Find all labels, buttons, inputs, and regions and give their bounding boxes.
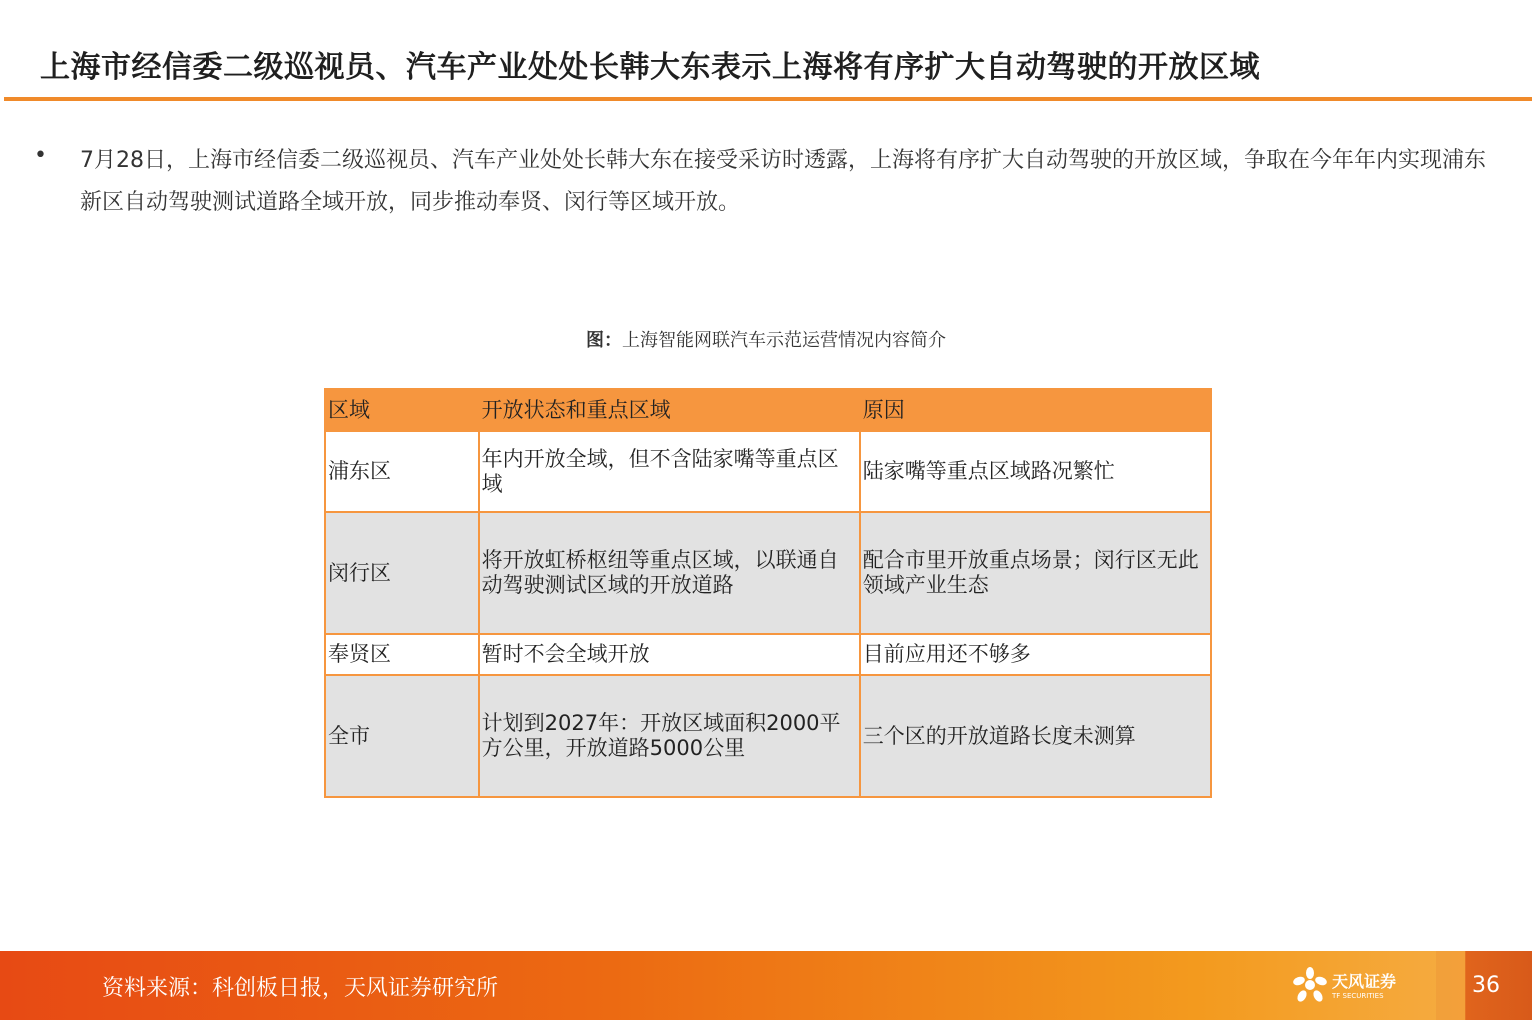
cell-reason: 三个区的开放道路长度未测算 <box>860 675 1211 797</box>
company-logo <box>1290 965 1410 1007</box>
caption-lead: 图： <box>586 330 622 351</box>
cell-status: 计划到2027年：开放区域面积2000平方公里，开放道路5000公里 <box>479 675 860 797</box>
cell-status: 年内开放全域，但不含陆家嘴等重点区域 <box>479 431 860 512</box>
table-row <box>325 512 1211 634</box>
title-divider <box>4 97 1532 101</box>
cell-reason: 配合市里开放重点场景；闵行区无此领域产业生态 <box>860 512 1211 634</box>
bullet-dot: • <box>34 143 47 168</box>
cell-reason: 目前应用还不够多 <box>860 634 1211 675</box>
logo-text-cn: 天风证券 <box>1332 972 1397 991</box>
footer-bar <box>0 951 1532 1020</box>
page-title: 上海市经信委二级巡视员、汽车产业处处长韩大东表示上海将有序扩大自动驾驶的开放区域 <box>40 50 1260 85</box>
footer-source: 资料来源：科创板日报，天风证券研究所 <box>102 976 499 1001</box>
bullet-text: 7月28日，上海市经信委二级巡视员、汽车产业处处长韩大东在接受采访时透露，上海将有序扩大自动驾驶的开放区域，争取在今年年内实现浦东新区自动驾驶测试道路全域开放，同步推动奉贤、闵行等区域开放。 <box>80 148 1486 215</box>
cell-region: 奉贤区 <box>325 634 479 675</box>
region-table <box>324 388 1212 798</box>
table-row <box>325 675 1211 797</box>
cell-region: 闵行区 <box>325 512 479 634</box>
cell-region: 浦东区 <box>325 431 479 512</box>
cell-reason: 陆家嘴等重点区域路况繁忙 <box>860 431 1211 512</box>
bullet-paragraph <box>30 140 1500 224</box>
cell-status: 将开放虹桥枢纽等重点区域，以联通自动驾驶测试区域的开放道路 <box>479 512 860 634</box>
header-reason: 原因 <box>860 389 1211 431</box>
table-header-row <box>325 389 1211 431</box>
caption-text: 上海智能网联汽车示范运营情况内容简介 <box>622 330 946 351</box>
cell-region: 全市 <box>325 675 479 797</box>
header-region: 区域 <box>325 389 479 431</box>
figure-caption <box>0 326 1532 352</box>
table-row <box>325 431 1211 512</box>
cell-status: 暂时不会全域开放 <box>479 634 860 675</box>
table-row <box>325 634 1211 675</box>
logo-text-en: TF SECURITIES <box>1332 992 1384 1000</box>
flower-logo-icon <box>1290 965 1330 1007</box>
header-status: 开放状态和重点区域 <box>479 389 860 431</box>
page-number: 36 <box>1472 973 1500 998</box>
